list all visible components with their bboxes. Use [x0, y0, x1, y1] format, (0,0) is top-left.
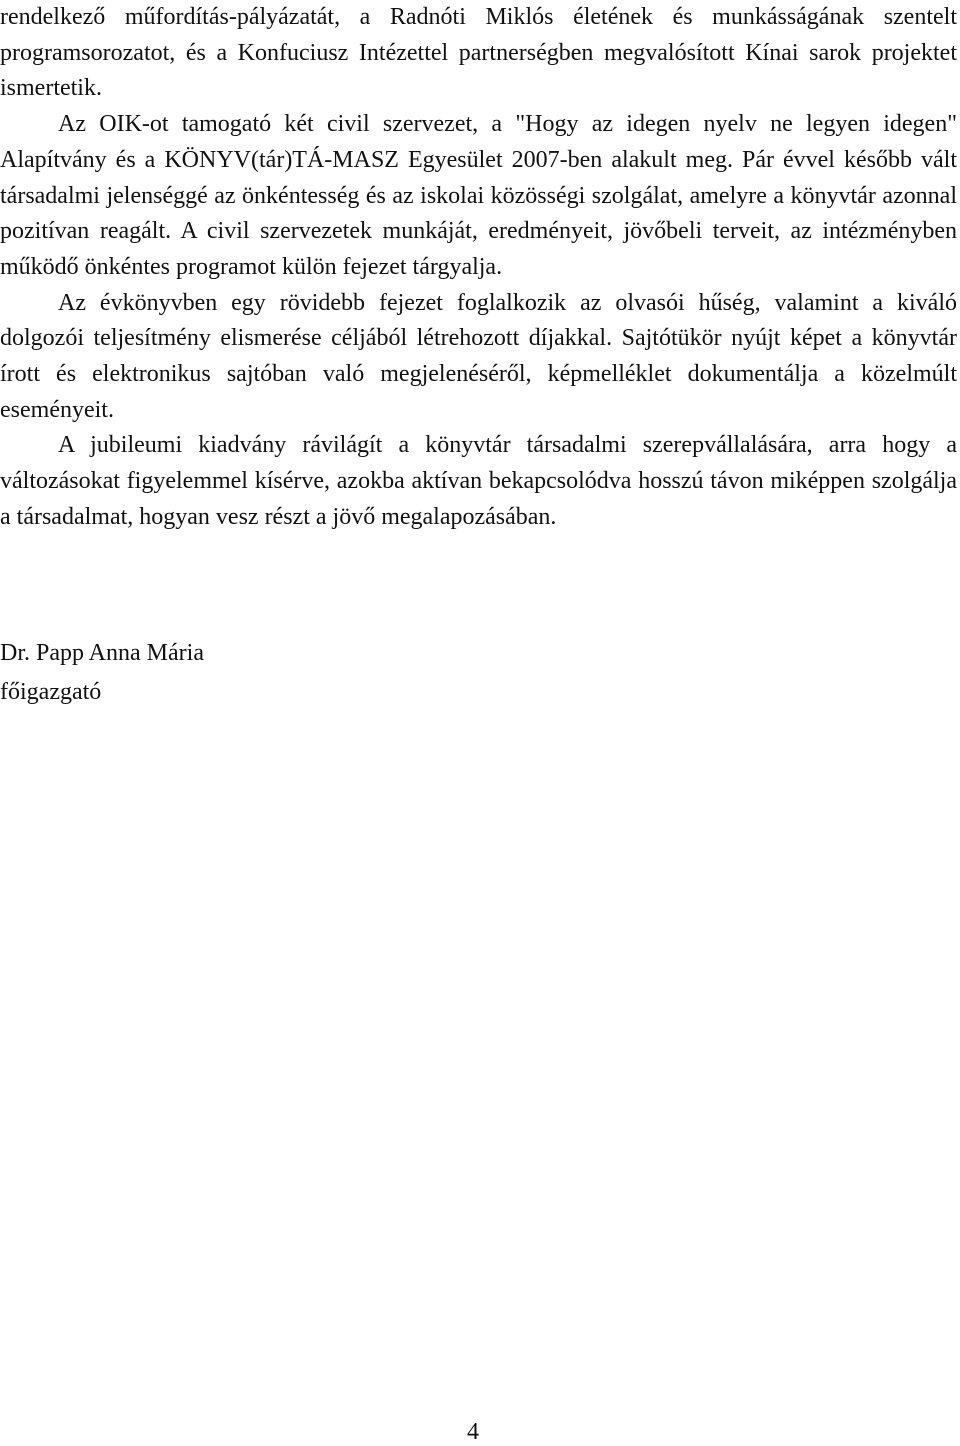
- signature-name: Dr. Papp Anna Mária: [0, 640, 204, 666]
- paragraph-jubilee-publication: A jubileumi kiadvány rávilágít a könyvtár társadalmi szerepvállalására, arra hogy a változásokat figyelemmel kísérve, azokba aktívan bekapcsolódva hosszú távon miképpen szolgálja a társadalmat, hogyan vesz részt a jövő megalapozásában.: [0, 432, 957, 530]
- body-text: [0, 0, 957, 536]
- page-number: 4: [467, 1419, 479, 1445]
- paragraph-civil-organizations: Az OIK-ot tamogató két civil szervezet, a "Hogy az idegen nyelv ne legyen idegen" Alapítvány és a KÖNYV(tár)TÁ-MASZ Egyesület 2007-ben alakult meg. Pár évvel később vált társadalmi jelenséggé az önkéntesség és az iskolai közösségi szolgálat, amelyre a könyvtár azonnal pozitívan reagált. A civil szervezetek munkáját, eredményeit, jövőbeli terveit, az intézményben működő önkéntes programot külön fejezet tárgyalja.: [0, 111, 957, 280]
- signature-block: [0, 634, 204, 712]
- paragraph-continued: rendelkező műfordítás-pályázatát, a Radnóti Miklós életének és munkásságának szentelt programsorozatot, és a Konfuciusz Intézettel partnerségben megvalósított Kínai sarok projektet ismertetik.: [0, 4, 957, 102]
- signature-title: főigazgató: [0, 679, 102, 705]
- paragraph-yearbook-awards: Az évkönyvben egy rövidebb fejezet foglalkozik az olvasói hűség, valamint a kiváló dolgozói teljesítmény elismerése céljából létrehozott díjakkal. Sajtótükör nyújt képet a könyvtár írott és elektronikus sajtóban való megjelenéséről, képmelléklet dokumentálja a közelmúlt eseményeit.: [0, 289, 957, 423]
